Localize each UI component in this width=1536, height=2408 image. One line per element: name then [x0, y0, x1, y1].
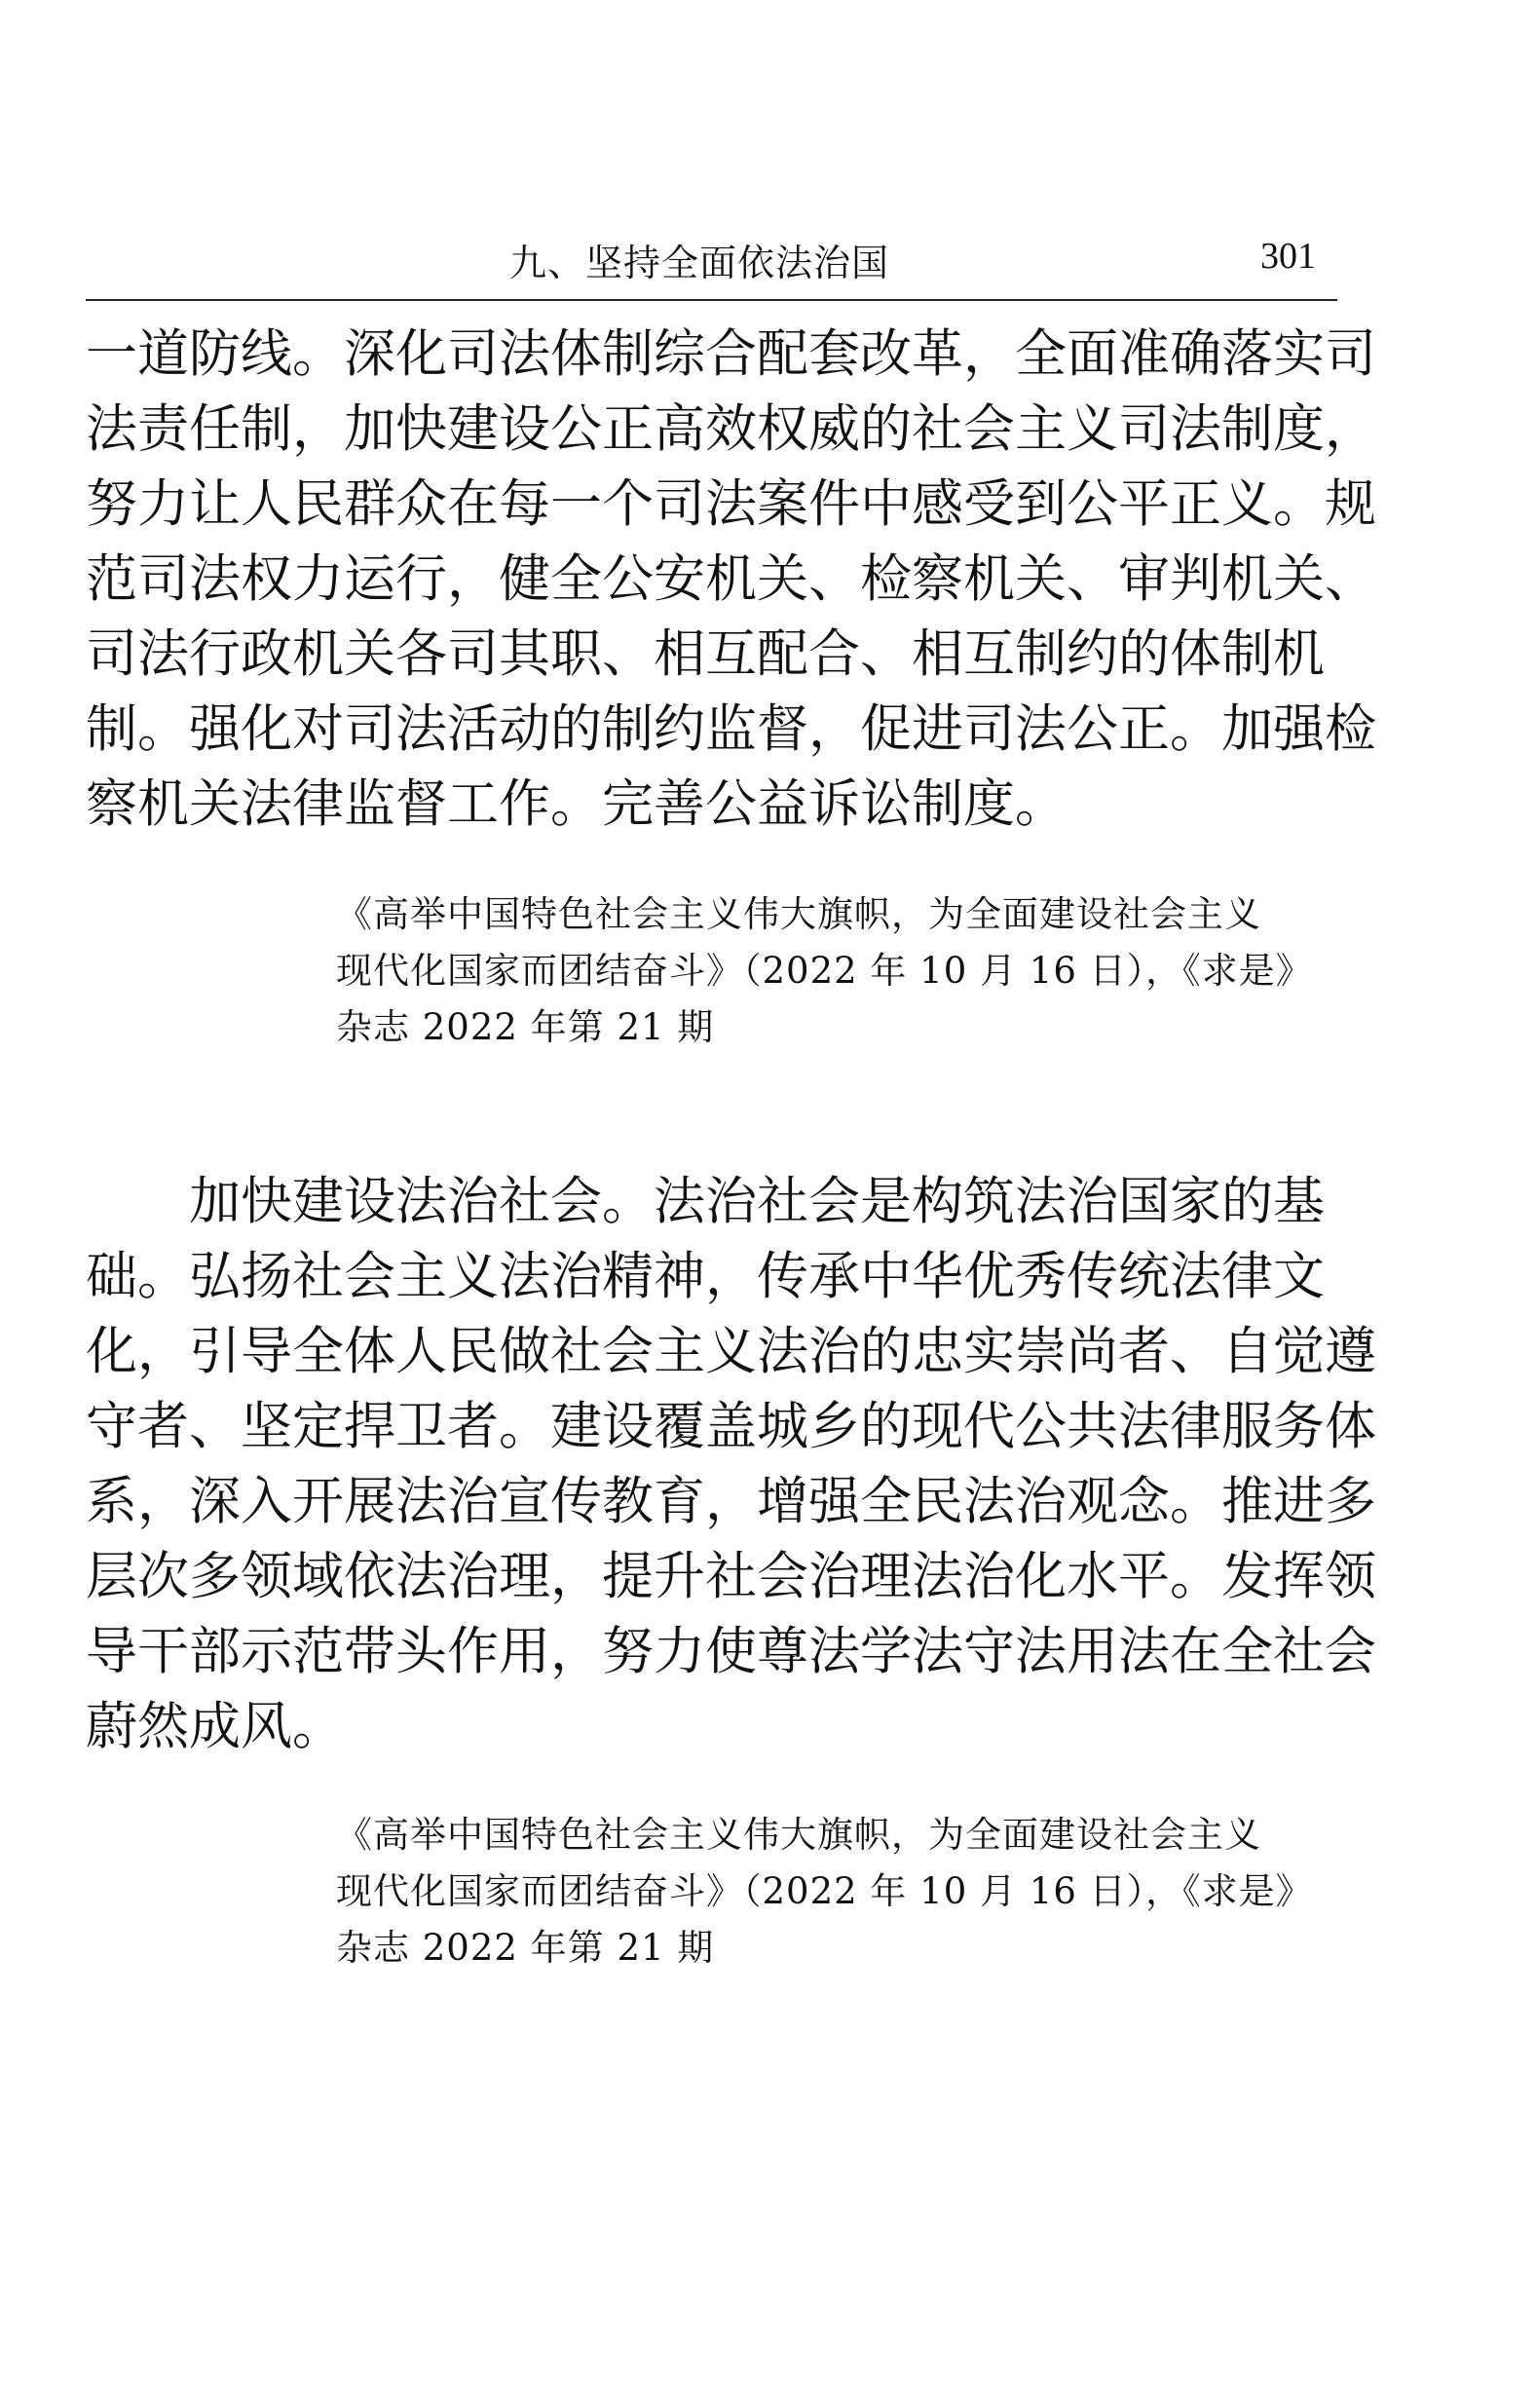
citation-line: 现代化国家而团结奋斗》（2022 年 10 月 16 日），《求是》	[336, 1870, 1313, 1912]
text-line: 司法行政机关各司其职、相互配合、相互制约的体制机	[86, 624, 1325, 684]
text-line: 法责任制，加快建设公正高效权威的社会主义司法制度，	[86, 399, 1376, 459]
text-line: 化，引导全体人民做社会主义法治的忠实崇尚者、自觉遵	[86, 1322, 1376, 1381]
text-line: 层次多领域依法治理，提升社会治理法治化水平。发挥领	[86, 1547, 1376, 1606]
citation-line: 《高举中国特色社会主义伟大旗帜，为全面建设社会主义	[336, 893, 1261, 935]
paragraph-1	[86, 317, 1376, 842]
text-line: 范司法权力运行，健全公安机关、检察机关、审判机关、	[86, 549, 1376, 609]
text-line: 一道防线。深化司法体制综合配套改革，全面准确落实司	[86, 324, 1376, 384]
paragraph-2	[86, 1164, 1376, 1764]
text-line: 加快建设法治社会。法治社会是构筑法治国家的基	[189, 1172, 1325, 1231]
running-header	[86, 229, 1337, 301]
citation-2	[336, 1807, 1349, 1976]
text-line: 制。强化对司法活动的制约监督，促进司法公正。加强检	[86, 699, 1376, 759]
citation-line: 《高举中国特色社会主义伟大旗帜，为全面建设社会主义	[336, 1814, 1261, 1856]
chapter-title: 九、坚持全面依法治国	[509, 242, 890, 284]
page-number: 301	[1260, 236, 1316, 277]
text-line: 蔚然成风。	[86, 1697, 344, 1756]
citation-line: 现代化国家而团结奋斗》（2022 年 10 月 16 日），《求是》	[336, 950, 1313, 992]
text-line: 导干部示范带头作用，努力使尊法学法守法用法在全社会	[86, 1622, 1376, 1681]
citation-1	[336, 886, 1349, 1056]
text-line: 努力让人民群众在每一个司法案件中感受到公平正义。规	[86, 474, 1376, 534]
text-line: 础。弘扬社会主义法治精神，传承中华优秀传统法律文	[86, 1247, 1325, 1306]
text-line: 系，深入开展法治宣传教育，增强全民法治观念。推进多	[86, 1472, 1376, 1531]
citation-line: 杂志 2022 年第 21 期	[336, 1927, 715, 1969]
text-line: 察机关法律监督工作。完善公益诉讼制度。	[86, 774, 1067, 834]
citation-line: 杂志 2022 年第 21 期	[336, 1006, 715, 1048]
text-line: 守者、坚定捍卫者。建设覆盖城乡的现代公共法律服务体	[86, 1397, 1376, 1456]
